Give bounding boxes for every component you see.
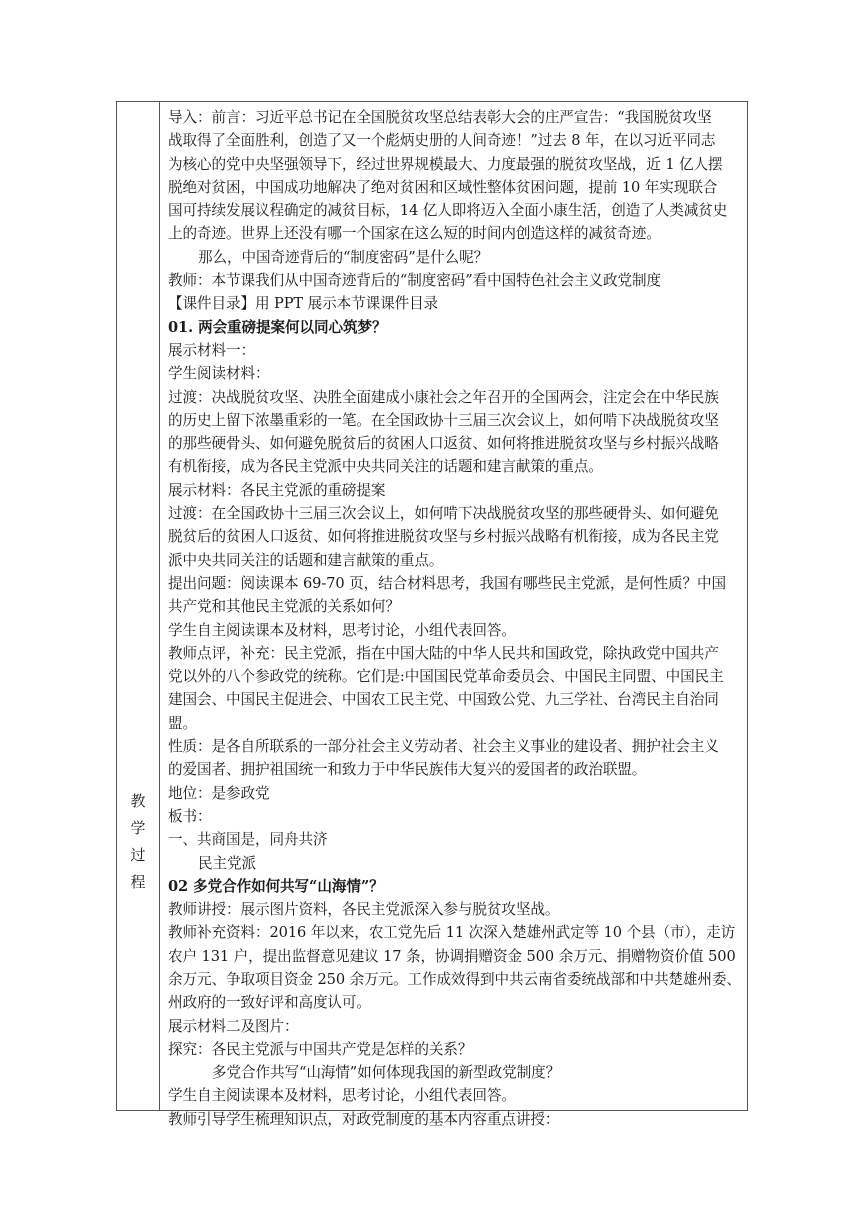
row-label-char: 程 <box>130 873 146 891</box>
content-line: 01. 两会重磅提案何以同心筑梦？ <box>168 318 387 336</box>
content-line: 展示材料：各民主党派的重磅提案 <box>168 481 386 499</box>
content-line: 为核心的党中央坚强领导下，经过世界规模最大、力度最强的脱贫攻坚战，近 1 亿人摆 <box>168 155 723 173</box>
row-label-char: 过 <box>130 846 146 864</box>
content-line: 教师点评，补充：民主党派，指在中国大陆的中华人民共和国政党，除执政党中国共产 <box>168 644 719 662</box>
content-line: 展示材料二及图片： <box>168 1017 299 1035</box>
content-line: 教师补充资料：2016 年以来，农工党先后 11 次深入楚雄州武定等 10 个县（市），走访 <box>168 924 736 942</box>
content-line: 【课件目录】用 PPT 展示本节课课件目录 <box>168 295 439 313</box>
content-line: 国可持续发展议程确定的减贫目标，14 亿人即将迈入全面小康生活，创造了人类减贫史 <box>168 202 728 220</box>
content-line: 的那些硬骨头、如何避免脱贫后的贫困人口返贫、如何将推进脱贫攻坚与乡村振兴战略 <box>168 435 719 453</box>
content-line: 地位：是参政党 <box>168 784 270 802</box>
content-line: 余万元、争取项目资金 250 余万元。工作成效得到中共云南省委统战部和中共楚雄州委、 <box>168 970 741 988</box>
content-line: 导入：前言：习近平总书记在全国脱贫攻坚总结表彰大会的庄严宣告：“我国脱贫攻坚 <box>168 109 712 126</box>
content-line: 脱绝对贫困，中国成功地解决了绝对贫困和区域性整体贫困问题，提前 10 年实现联合 <box>168 178 718 196</box>
content-line: 民主党派 <box>198 854 256 872</box>
content-line: 战取得了全面胜利，创造了又一个彪炳史册的人间奇迹！”过去 8 年，在以习近平同志 <box>168 132 716 150</box>
lesson-table <box>116 101 748 1128</box>
content-line: 教师引导学生梳理知识点，对政党制度的基本内容重点讲授： <box>168 1110 560 1128</box>
content-line: 州政府的一致好评和高度认可。 <box>168 994 371 1012</box>
content-line: 过渡：决战脱贫攻坚、决胜全面建成小康社会之年召开的全国两会，注定会在中华民族 <box>168 388 719 406</box>
content-line: 过渡：在全国政协十三届三次会议上，如何啃下决战脱贫攻坚的那些硬骨头、如何避免 <box>168 505 719 523</box>
content-line: 建国会、中国民主促进会、中国农工民主党、中国致公党、九三学社、台湾民主自治同 <box>168 691 719 709</box>
content-line: 党以外的八个参政党的统称。它们是:中国国民党革命委员会、中国民主同盟、中国民主 <box>168 668 724 686</box>
content-line: 探究：各民主党派与中国共产党是怎样的关系？ <box>168 1040 473 1058</box>
content-line: 学生自主阅读课本及材料，思考讨论，小组代表回答。 <box>168 621 516 639</box>
content-line: 农户 131 户，提出监督意见建议 17 条，协调捐赠资金 500 余万元、捐赠物资价值 500 <box>168 947 736 965</box>
content-line: 的历史上留下浓墨重彩的一笔。在全国政协十三届三次会议上，如何啃下决战脱贫攻坚 <box>168 411 719 429</box>
content-line: 有机衔接，成为各民主党派中央共同关注的话题和建言献策的重点。 <box>168 458 603 476</box>
content-line: 盟。 <box>168 714 197 732</box>
content-line: 02 多党合作如何共写“山海情”？ <box>168 877 384 895</box>
content-line: 多党合作共写“山海情”如何体现我国的新型政党制度？ <box>212 1064 561 1082</box>
content-line: 提出问题：阅读课本 69-70 页，结合材料思考，我国有哪些民主党派，是何性质？中国 <box>168 574 726 592</box>
content-line: 板书： <box>168 807 212 825</box>
content-line: 性质：是各自所联系的一部分社会主义劳动者、社会主义事业的建设者、拥护社会主义 <box>168 738 719 756</box>
content-line: 学生自主阅读课本及材料，思考讨论，小组代表回答。 <box>168 1087 516 1105</box>
column-divider <box>159 102 160 1110</box>
content-line: 共产党和其他民主党派的关系如何？ <box>168 598 400 616</box>
content-line: 那么，中国奇迹背后的“制度密码”是什么呢？ <box>198 248 489 266</box>
content-line: 派中央共同关注的话题和建言献策的重点。 <box>168 551 444 569</box>
content-line: 上的奇迹。世界上还没有哪一个国家在这么短的时间内创造这样的减贫奇迹。 <box>168 225 661 243</box>
content-line: 的爱国者、拥护祖国统一和致力于中华民族伟大复兴的爱国者的政治联盟。 <box>168 761 647 779</box>
content-line: 教师讲授：展示图片资料，各民主党派深入参与脱贫攻坚战。 <box>168 901 560 919</box>
row-label-char: 教 <box>130 792 146 810</box>
row-label-cell <box>117 102 159 1110</box>
content-line: 展示材料一： <box>168 341 255 359</box>
lesson-content-cell <box>168 106 746 1131</box>
content-line: 学生阅读材料： <box>168 365 270 383</box>
content-line: 一、共商国是，同舟共济 <box>168 831 328 849</box>
row-label-char: 学 <box>130 819 146 837</box>
content-line: 脱贫后的贫困人口返贫、如何将推进脱贫攻坚与乡村振兴战略有机衔接，成为各民主党 <box>168 528 719 546</box>
content-line: 教师：本节课我们从中国奇迹背后的“制度密码”看中国特色社会主义政党制度 <box>168 272 662 290</box>
